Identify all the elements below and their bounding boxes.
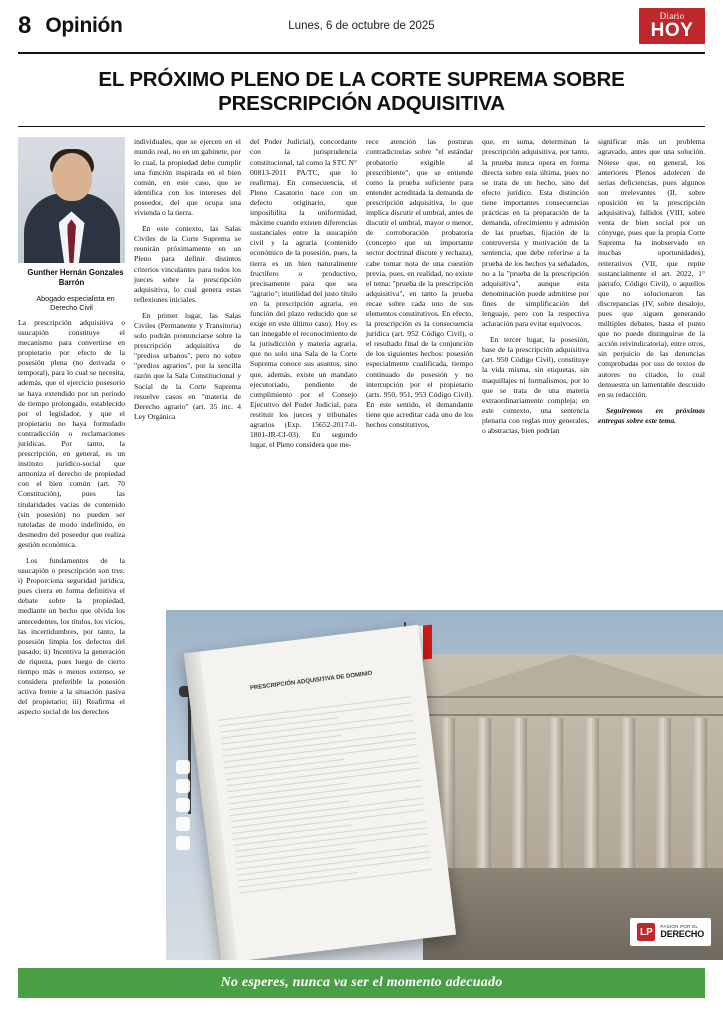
paragraph: La prescripción adquisitiva o usucapión constituye el mecanismo para convertirse en propietario por efecto de la posesión plena (no derivada o temporal), para lo cual se necesita, además, que el ejercicio posesorio se haya extendido por un periodo de tiempo prolongado, establecido por el legislador, y que el propietario no haya formulado contradicción o reclamaciones jurídicas. Por tanto, la prescripción, en general, es un instituto jurídico-social que armoniza el derecho de propiedad con el bien común (art. 70 Constitución), pues las titularidades vacías de contenido (sin posesión) no pueden ser tuteladas de modo indefinido, en desmedro del poseedor que realiza gestión económica. bbox=[18, 317, 125, 549]
masthead-divider bbox=[18, 52, 705, 54]
masthead bbox=[0, 0, 723, 52]
article-headline: EL PRÓXIMO PLENO DE LA CORTE SUPREMA SOBRE PRESCRIPCIÓN ADQUISITIVA bbox=[98, 68, 625, 116]
twitter-icon bbox=[176, 779, 190, 793]
courthouse-building bbox=[423, 654, 723, 960]
book-title: PRESCRIPCIÓN ADQUISITIVA DE DOMINIO bbox=[249, 670, 373, 692]
stamp-tagline: PASIÓN POR EL bbox=[660, 924, 699, 930]
law-book bbox=[184, 625, 456, 960]
headline-divider bbox=[18, 126, 705, 127]
newspaper-logo bbox=[639, 8, 705, 44]
linkedin-icon bbox=[176, 836, 190, 850]
section-title: Opinión bbox=[45, 14, 123, 37]
paragraph: rece atención las posturas contradictorias sobre "el estándar probatorio exigible al prescribiente", que se entiende como la prueba suficiente para entender acreditada la demanda de prescripción adquisitiva, lo que implica discutir el umbral, antes de discutir el umbral, mayor o menor, de corroboración probatoria (concepto que un importante sector doctrinal discute y rechaza), cabe tomar nota de una cuestión previa, pues, en realidad, no existe el tema: "prueba de la prescripción adquisitiva", en tanto la prueba recae sobre cada uno de sus elementos constitutivos. En efecto, la prescripción es la consecuencia jurídica (art. 952 Código Civil), o el resultado final de la conjunción de los siguientes hechos: posesión especialmente cualificada, tiempo continuado de posesión y no interrupción por el propietario (arts. 950, 951, 953 Código Civil). En este sentido, el demandante tiene que acreditar cada uno de los hechos constitutivos, bbox=[366, 137, 473, 429]
paragraph: En tercer lugar, la posesión, base de la prescripción adquisitiva (art. 950 Código Civil), constituye la vida misma, sin etiquetas, sin maquillajes ni formalismos, por lo que se trata de una materia extraordinariamente compleja; en este contexto, una sentencia plenaria con reglas muy generales, o abstractas, bien podrían bbox=[482, 335, 589, 435]
article-photo bbox=[166, 610, 723, 960]
paragraph: En este contexto, las Salas Civiles de la Corte Suprema se reunirán próximamente en un Pleno para definir distintos criterios vinculantes para todos los jueces sobre la prescripción adquisitiva, lo cual genera estas reflexiones iniciales. bbox=[134, 224, 241, 304]
paragraph: En primer lugar, las Salas Civiles (Permanente y Transitoria) solo podrán pronunciarse sobre la prescripción adquisitiva de "predios urbanos", pero no sobre "predios agrarios", por la sencilla razón que la Sala Constitucional y Social de la Corte Suprema resuelve casos en "materia de Derecho agrario" (art. 35 inc. 4 Ley Orgánica bbox=[134, 310, 241, 421]
lp-logo: LP bbox=[637, 923, 655, 941]
closing-note: Seguiremos en próximas entregas sobre este tema. bbox=[598, 405, 705, 425]
instagram-icon bbox=[176, 798, 190, 812]
logo-top-text: Diario bbox=[659, 11, 685, 21]
publisher-stamp bbox=[630, 918, 711, 946]
author-portrait bbox=[18, 137, 125, 263]
column-1 bbox=[18, 137, 125, 723]
paragraph: significar más un problema agravado, antes que una solución. Nótese que, en general, los anteriores Plenos adolecen de serias deficiencias, pues algunos son irrelevantes (II, sobre oposición en la prescripción adquisitiva), fallidos (VIII, sobre venta de bien social por un cónyuge, pues que la propia Corte Suprema ha inobservado en muchas oportunidades), reiterativos (VII, que repite sustancialmente el art. 2022, 1° párrafo, Código Civil), o aquellos que no solucionaron las discrepancias (IV, sobre desalojo, pues que siguen generando múltiples debates, hasta el punto que no puede distinguirse de la acción reivindicatoria), entre otros, sin perjuicio de las denuncias comprobadas por uso de textos de autores no citados, lo cual demuestra un lamentable descuido en su redacción. bbox=[598, 137, 705, 399]
stamp-name: DERECHO bbox=[660, 928, 704, 939]
page-number: 8 bbox=[18, 12, 32, 39]
paragraph: Los fundamentos de la usucapión o prescripción son tres: i) Proporciona seguridad jurídica, pues cierra en forma definitiva el debate sobre la propiedad, mediante un hecho que olvida los antecedentes, los títulos, los vicios, las incertidumbres, por tanto, la posesión limpia los defectos del pasado; ii) Incentiva la generación de riqueza, pues luego de cierto tiempo más o menos extenso, se considera preferible la posesión activa frente a la situación pasiva del propietario; iii) Reafirma el aspecto social de los derechos bbox=[18, 556, 125, 717]
author-name: Gunther Hernán Gonzales Barrón bbox=[27, 268, 124, 288]
youtube-icon bbox=[176, 817, 190, 831]
logo-bottom-text: HOY bbox=[650, 20, 694, 41]
book-text-lines bbox=[218, 696, 438, 944]
facebook-icon bbox=[176, 760, 190, 774]
paragraph: que, en suma, determinan la prescripción adquisitiva, por tanto, la prueba nunca opera en forma directa sobre esta última, pues no se trata de un hecho, sino del efecto jurídico. Esta distinción tiene importantes consecuencias prácticas en la preparación de la demanda, ofrecimiento y admisión de las pruebas, fijación de la controversia y motivación de la sentencia, que debe referirse a la prueba de los hechos ya señalados, no a la "prueba de la prescripción adquisitiva", aunque esta denominación puede admitirse por fines de simplificación del lenguaje, pero con la respectiva aclaración para evitar equívocos. bbox=[482, 137, 589, 329]
social-icons bbox=[176, 760, 192, 855]
author-role: Abogado especialista en Derecho Civil bbox=[36, 293, 115, 312]
paragraph: del Poder Judicial), concordante con la jurisprudencia constitucional, tal como la STC N° 00813-2011 PA/TC, que lo reafirma). En consecuencia, el Pleno Casatorio nace con un defecto originario, que imposibilita la uniformidad, máxime cuando existen diferencias sustanciales entre la usucapión civil y la agraria (contenido económico de la posesión, pues, la tierra es un bien naturalmente fructífero o productivo, precisamente para que sea "agrario"; inutilidad del justo título en la prescripción agraria, en función del plazo reducido que se exige en este último caso). Hoy es tan innegable el reconocimiento de la jurisdicción y materia agraria, que no solo una Sala de la Corte Suprema conoce sus asuntos, sino que, además, existe un mandato ejecutoriado, pendiente de cumplimiento por el Consejo Ejecutivo del Poder Judicial, para restituir los jueces y tribunales agrarios (Exp. 15652-2017-0-1801-JR-CI-03). En segundo lugar, el Pleno considera que me- bbox=[250, 137, 357, 450]
paragraph: individuales, que se ejercen en el mundo real, no en un gabinete, por lo cual, la propiedad debe cumplir una función inspirada en el bien común, en este caso, que se identifica con los intereses del poseedor, del que ocupa una vivienda o la tierra. bbox=[134, 137, 241, 218]
issue-date: Lunes, 6 de octubre de 2025 bbox=[288, 20, 435, 32]
footer-banner: No esperes, nunca va ser el momento adecuado bbox=[18, 968, 705, 998]
